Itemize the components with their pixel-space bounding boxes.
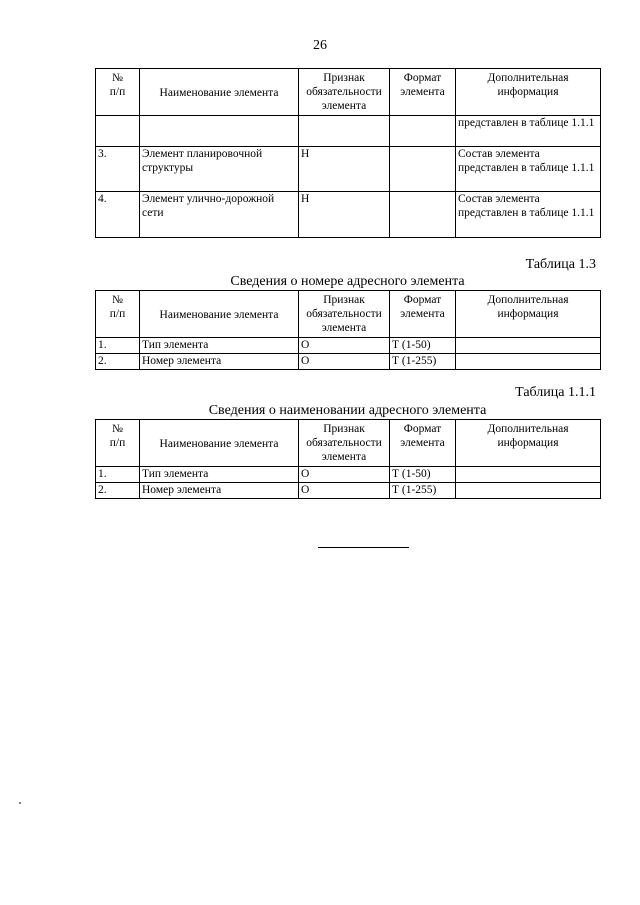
cell-num: 1. [96,338,140,354]
table-continuation [95,68,601,238]
header-required: Признак обязательности элемента [299,420,390,467]
header-format: Формат элемента [390,291,456,338]
table-row [96,147,601,192]
header-required: Признак обязательности элемента [299,291,390,338]
cell-required: Н [299,147,390,192]
cell-required: О [299,467,390,483]
cell-name: Тип элемента [140,467,299,483]
table-row [96,338,601,354]
cell-format [390,147,456,192]
cell-num: 4. [96,192,140,238]
table-title: Сведения о наименовании адресного элемента [208,403,487,418]
cell-required: О [299,354,390,370]
table-row [96,483,601,499]
cell-info [456,467,601,483]
table-row [96,467,601,483]
header-format: Формат элемента [390,420,456,467]
cell-info: Состав элемента представлен в таблице 1.1.1 [456,147,601,192]
cell-format: Т (1-50) [390,467,456,483]
header-name: Наименование элемента [140,291,299,338]
cell-name: Элемент улично-дорожной сети [140,192,299,238]
cell-num: 2. [96,354,140,370]
table-label: Таблица 1.1.1 [515,385,596,400]
header-info: Дополнительная информация [456,69,601,116]
cell-name: Номер элемента [140,483,299,499]
table-row [96,354,601,370]
cell-num: 3. [96,147,140,192]
cell-num: 1. [96,467,140,483]
cell-info [456,483,601,499]
header-info: Дополнительная информация [456,291,601,338]
cell-info: Состав элемента представлен в таблице 1.1.1 [456,192,601,238]
table-name-element [95,419,601,499]
header-num: № п/п [96,291,140,338]
cell-required: Н [299,192,390,238]
cell-name: Тип элемента [140,338,299,354]
cell-name: Номер элемента [140,354,299,370]
table-title: Сведения о номере адресного элемента [230,274,465,289]
header-num: № п/п [96,420,140,467]
cell-name [140,116,299,147]
cell-format: Т (1-255) [390,354,456,370]
header-num: № п/п [96,69,140,116]
table-number-element [95,290,601,370]
table-label: Таблица 1.3 [525,257,596,272]
cell-format [390,192,456,238]
cell-num [96,116,140,147]
table-row [96,116,601,147]
header-required: Признак обязательности элемента [299,69,390,116]
cell-name: Элемент планировочной структуры [140,147,299,192]
scan-speck [19,802,21,804]
cell-required: О [299,338,390,354]
cell-info: представлен в таблице 1.1.1 [456,116,601,147]
table-row [96,192,601,238]
header-format: Формат элемента [390,69,456,116]
header-name: Наименование элемента [140,69,299,116]
cell-format [390,116,456,147]
cell-required: О [299,483,390,499]
cell-num: 2. [96,483,140,499]
end-divider [318,547,409,548]
header-info: Дополнительная информация [456,420,601,467]
cell-format: Т (1-255) [390,483,456,499]
cell-info [456,354,601,370]
cell-format: Т (1-50) [390,338,456,354]
header-name: Наименование элемента [140,420,299,467]
cell-required [299,116,390,147]
page-number: 26 [313,38,327,53]
cell-info [456,338,601,354]
